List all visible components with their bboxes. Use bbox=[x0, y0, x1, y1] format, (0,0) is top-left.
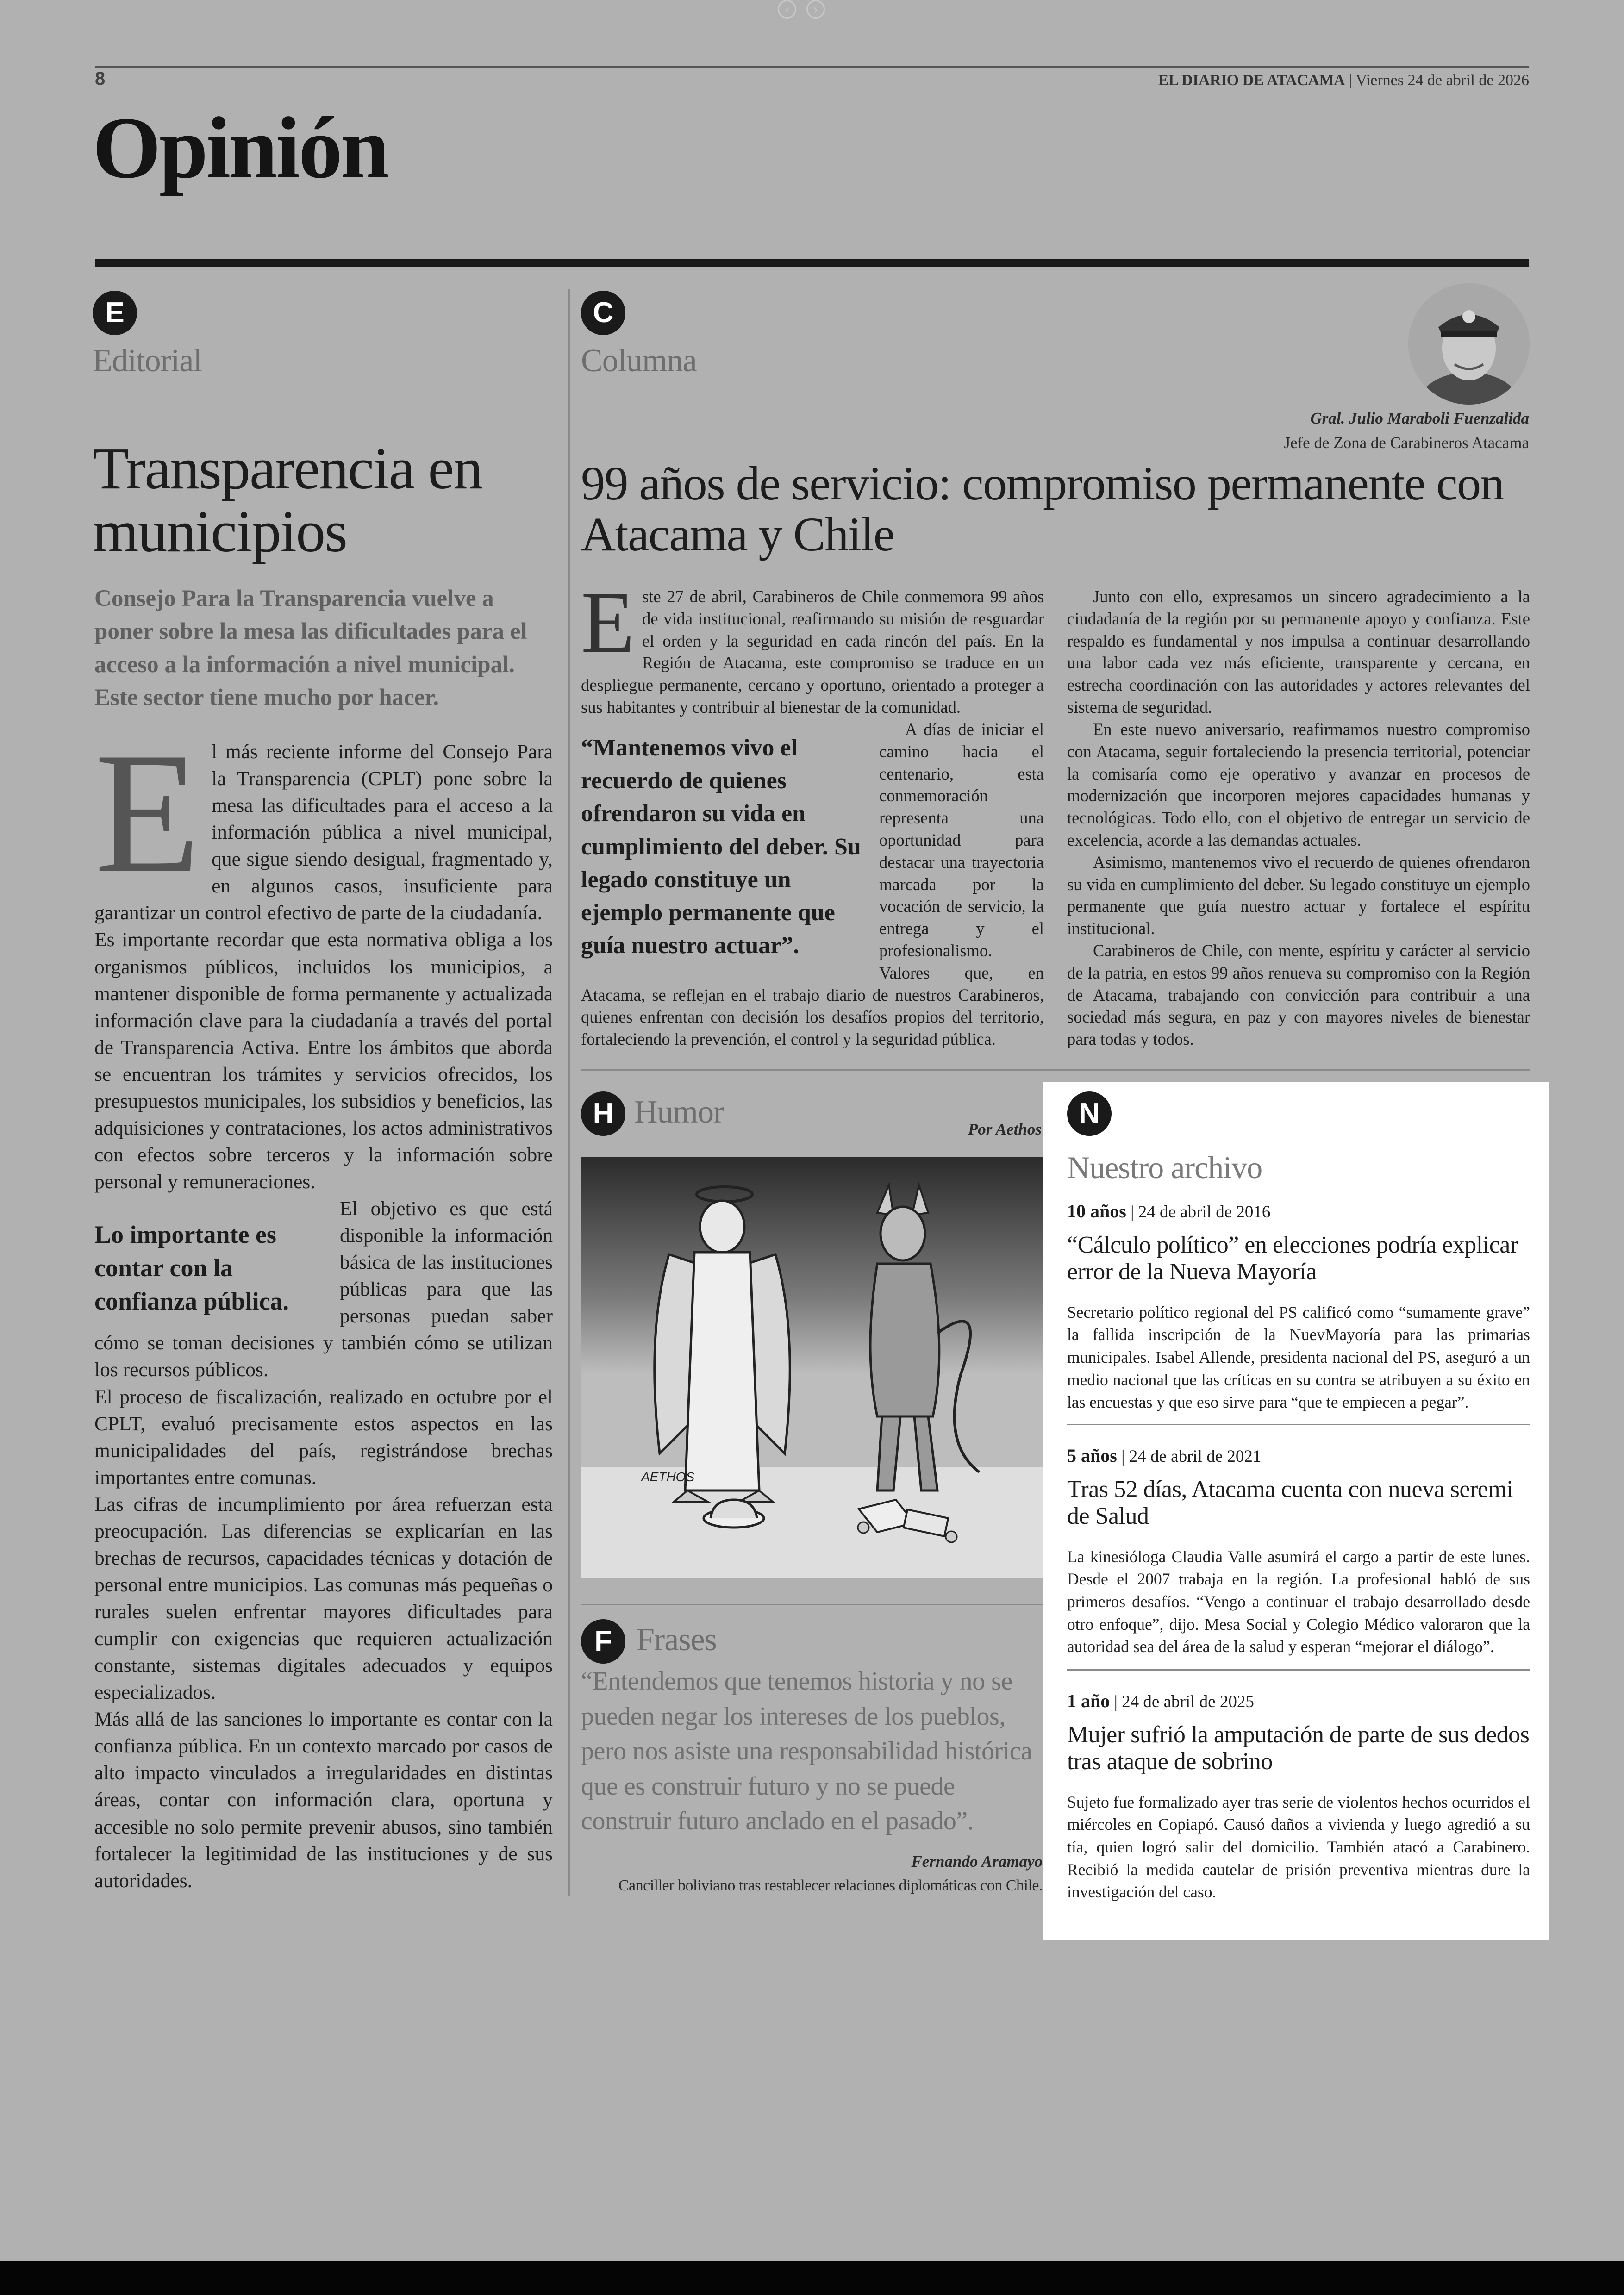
masthead-separator: | bbox=[1349, 72, 1352, 89]
page-number: 8 bbox=[95, 69, 106, 89]
archive-body: Secretario político regional del PS calificó como “sumamente grave” la fallida inscripción de la NuevMayoría para las primarias municipales. Isabel Allende, presidenta nacional del PS, aseguró a un medio nacional que las críticas en su contra se atribuyen a su éxito en las encuestas y que eso sirve para “que te empiecen a pegar”. bbox=[1067, 1303, 1530, 1412]
archive-date: 24 de abril de 2025 bbox=[1122, 1692, 1254, 1711]
archive-years: 1 año bbox=[1067, 1690, 1110, 1711]
author-name: Gral. Julio Maraboli Fuenzalida bbox=[1310, 409, 1529, 427]
section-title: Opinión bbox=[93, 100, 388, 197]
column-pullquote: “Mantenemos vivo el recuerdo de quienes ofrendaron su vida en cumplimiento del deber. Su legado constituye un ejemplo permanente que guía nuestro actuar”. bbox=[581, 734, 861, 959]
editorial-title: Transparencia en municipios bbox=[93, 436, 482, 564]
frases-kicker: Frases bbox=[637, 1622, 717, 1658]
archive-item-meta: 5 años | 24 de abril de 2021 bbox=[1067, 1445, 1262, 1466]
author-role: Jefe de Zona de Carabineros Atacama bbox=[1284, 433, 1529, 452]
archive-years: 5 años bbox=[1067, 1445, 1117, 1466]
page-nav bbox=[778, 0, 847, 19]
editorial-pullquote: Lo importante es contar con la confianza pública. bbox=[94, 1221, 289, 1315]
humor-bottom-rule bbox=[581, 1604, 1043, 1605]
archive-body: La kinesióloga Claudia Valle asumirá el cargo a partir de este lunes. Desde el 2007 trabaja en la región. La profesional habló de sus primeros desafíos. “Vengo a continuar el trabajo desarrollado desde otro enfoque”, dijo. Mesa Social y Colegio Médico valoraron que la autoridad sea del área de la salud y esperan “mejorar el diálogo”. bbox=[1067, 1547, 1530, 1656]
editorial-paragraph: El proceso de fiscalización, realizado en octubre por el CPLT, evaluó precisamente estos aspectos en las municipalidades del país, registrándose brechas importantes entre comunas. bbox=[94, 1385, 553, 1489]
editorial-paragraph: l más reciente informe del Consejo Para la Transparencia (CPLT) pone sobre la mesa las dificultades para el acceso a la información pública a nivel municipal, que sigue siendo desigual, fragmentado y, en algunos casos, insuficiente para garantizar un control efectivo de parte de la ciudadanía. bbox=[94, 741, 553, 924]
archive-headline: Tras 52 días, Atacama cuenta con nueva seremi de Salud bbox=[1067, 1476, 1513, 1529]
editorial-badge: E bbox=[93, 291, 137, 335]
editorial-paragraph: Es importante recordar que esta normativa obliga a los organismos públicos, incluidos los municipios, a mantener disponible de forma permanente y actualizada información clave para la ciudadanía a través del portal de Transparencia Activa. Entre los ámbitos que aborda se encuentran los trámites y servicios ofrecidos, los presupuestos municipales, los subsidios y beneficios, las adquisiciones y contrataciones, los actos administrativos con efectos sobre terceros y la información sobre personal y remuneraciones. bbox=[94, 929, 553, 1193]
frases-quote: “Entendemos que tenemos historia y no se pueden negar los intereses de los pueblos, pero nos asiste una responsabilidad histórica que es construir futuro y no se puede construir futuro anclado en el pasado”. bbox=[581, 1667, 1032, 1836]
humor-credit: Por Aethos bbox=[968, 1120, 1042, 1138]
archive-years: 10 años bbox=[1067, 1201, 1126, 1222]
archive-item-meta: 10 años | 24 de abril de 2016 bbox=[1067, 1201, 1271, 1222]
archive-kicker: Nuestro archivo bbox=[1067, 1150, 1262, 1185]
editorial-body bbox=[94, 717, 553, 1894]
archive-body: Sujeto fue formalizado ayer tras serie de violentos hechos ocurridos el miércoles en Copiapó. Causó daños a vivienda y luego agredió a su tía, quien logró salir del domicilio. También atacó a Carabinero. Recibió la medida cautelar de prisión preventiva mientras dure la investigación del caso. bbox=[1067, 1792, 1530, 1902]
cartoon-signature: AETHOS bbox=[641, 1470, 695, 1484]
issue-date: Viernes 24 de abril de 2026 bbox=[1355, 72, 1529, 89]
editorial-deck: Consejo Para la Transparencia vuelve a poner sobre la mesa las dificultades para el acceso a la información a nivel municipal. Este sector tiene mucho por hacer. bbox=[94, 586, 527, 711]
viewer-bottom-bar bbox=[0, 2261, 1624, 2295]
frases-role: Canciller boliviano tras restablecer relaciones diplomáticas con Chile. bbox=[618, 1877, 1043, 1894]
archive-separator bbox=[1067, 1424, 1530, 1425]
newspaper-name: EL DIARIO DE ATACAMA bbox=[1158, 72, 1345, 89]
editorial-paragraph: Las cifras de incumplimiento por área refuerzan esta preocupación. Las diferencias se explicarían en las brechas de recursos, capacidades técnicas y dotación de personal entre municipios. Las comunas más pequeñas o rurales suelen enfrentar mayores dificultades para cumplir con exigencias que requieren actualización constante, sistemas digitales adecuados y equipos especializados. bbox=[94, 1493, 553, 1704]
humor-badge: H bbox=[581, 1091, 625, 1136]
section-rule bbox=[95, 259, 1529, 267]
archive-item bbox=[1067, 1445, 1530, 1658]
archive-box bbox=[1043, 1082, 1549, 1940]
editorial-paragraph: Más allá de las sanciones lo importante es contar con la confianza pública. En un contexto marcado por casos de alto impacto vinculados a irregularidades en distintas áreas, contar con información clara, oportuna y accesible no solo permite prevenir abusos, sino también fortalecer la legitimidad de las instituciones y de sus autoridades. bbox=[94, 1708, 553, 1892]
frases-author: Fernando Aramayo bbox=[911, 1852, 1043, 1871]
prev-page-button[interactable]: ‹ bbox=[778, 0, 796, 19]
column-paragraph: Carabineros de Chile, con mente, espíritu y carácter al servicio de la patria, en estos 99 años renueva su compromiso con la Región de Atacama, trabajando con convicción para contribuir a una sociedad más segura, en paz y con mayores niveles de bienestar para todas y todos. bbox=[1067, 941, 1530, 1049]
archive-item bbox=[1067, 1200, 1530, 1414]
column-bottom-rule bbox=[581, 1069, 1530, 1071]
masthead bbox=[1158, 72, 1529, 89]
column-body-right bbox=[1067, 586, 1530, 1050]
column-divider-left bbox=[568, 289, 570, 1896]
column-paragraph: ste 27 de abril, Carabineros de Chile conmemora 99 años de vida institucional, reafirmando su misión de resguardar el orden y la seguridad en cada rincón del país. En la Región de Atacama, este compromiso se traduce en un despliegue permanente, cercano y oportuno, orientado a proteger a sus habitantes y contribuir al bienestar de la comunidad. bbox=[581, 587, 1044, 717]
archive-headline: “Cálculo político” en elecciones podría explicar error de la Nueva Mayoría bbox=[1067, 1232, 1518, 1285]
archive-headline: Mujer sufrió la amputación de parte de sus dedos tras ataque de sobrino bbox=[1067, 1721, 1530, 1775]
column-body-left bbox=[581, 574, 1044, 1050]
archive-separator bbox=[1067, 1669, 1530, 1671]
column-paragraph: Asimismo, mantenemos vivo el recuerdo de quienes ofrendaron su vida en cumplimiento del deber. Su legado constituye un ejemplo permanente que guía nuestro actuar y fortalece el espíritu institucional. bbox=[1067, 852, 1530, 938]
column-paragraph: A días de iniciar el camino hacia el centenario, esta conmemoración representa una oportunidad para destacar una trayectoria marcada por la vocación de servicio, la entrega y el profesionalismo. Valores que, en Atacama, se reflejan en el trabajo diario de nuestros Carabineros, quienes enfrentan con decisión los desafíos propios del territorio, fortaleciendo la prevención, el control y la seguridad pública. bbox=[581, 719, 1044, 1049]
column-paragraph: En este nuevo aniversario, reafirmamos nuestro compromiso con Atacama, seguir fortaleciendo la presencia territorial, potenciar la comisaría como eje operativo y avanzar en procesos de modernización que incorporen mejores capacidades humanas y tecnológicas. Todo ello, con el objetivo de entregar un servicio de excelencia, acorde a las demandas actuales. bbox=[1067, 719, 1530, 849]
editorial-dropcap: E bbox=[94, 717, 201, 909]
frases-badge: F bbox=[581, 1619, 625, 1664]
column-badge: C bbox=[581, 291, 625, 335]
column-author bbox=[1284, 406, 1529, 455]
column-kicker: Columna bbox=[581, 343, 697, 379]
column-dropcap: E bbox=[581, 574, 635, 671]
humor-cartoon bbox=[581, 1157, 1044, 1578]
archive-date: 24 de abril de 2021 bbox=[1129, 1447, 1262, 1466]
archive-item-meta: 1 año | 24 de abril de 2025 bbox=[1067, 1690, 1254, 1711]
humor-kicker: Humor bbox=[634, 1094, 724, 1130]
next-page-button[interactable]: › bbox=[806, 0, 825, 19]
archive-badge: N bbox=[1067, 1091, 1112, 1136]
author-portrait bbox=[1408, 283, 1530, 405]
column-title: 99 años de servicio: compromiso permanente con Atacama y Chile bbox=[581, 457, 1504, 561]
archive-date: 24 de abril de 2016 bbox=[1138, 1203, 1271, 1222]
column-paragraph: Junto con ello, expresamos un sincero agradecimiento a la ciudadanía de la región por su permanente apoyo y confianza. Este respaldo es fundamental y nos impulsa a continuar desarrollando una labor cada vez más eficiente, transparente y cercana, en estrecha coordinación con las autoridades y actores relevantes del sistema de seguridad. bbox=[1067, 587, 1530, 717]
archive-item bbox=[1067, 1690, 1530, 1903]
header-top-rule bbox=[95, 66, 1529, 68]
editorial-paragraph: El objetivo es que está disponible la información básica de las instituciones públicas para que las personas puedan saber cómo se toman decisiones y también cómo se utilizan los recursos públicos. bbox=[94, 1197, 553, 1381]
editorial-kicker: Editorial bbox=[93, 343, 202, 379]
